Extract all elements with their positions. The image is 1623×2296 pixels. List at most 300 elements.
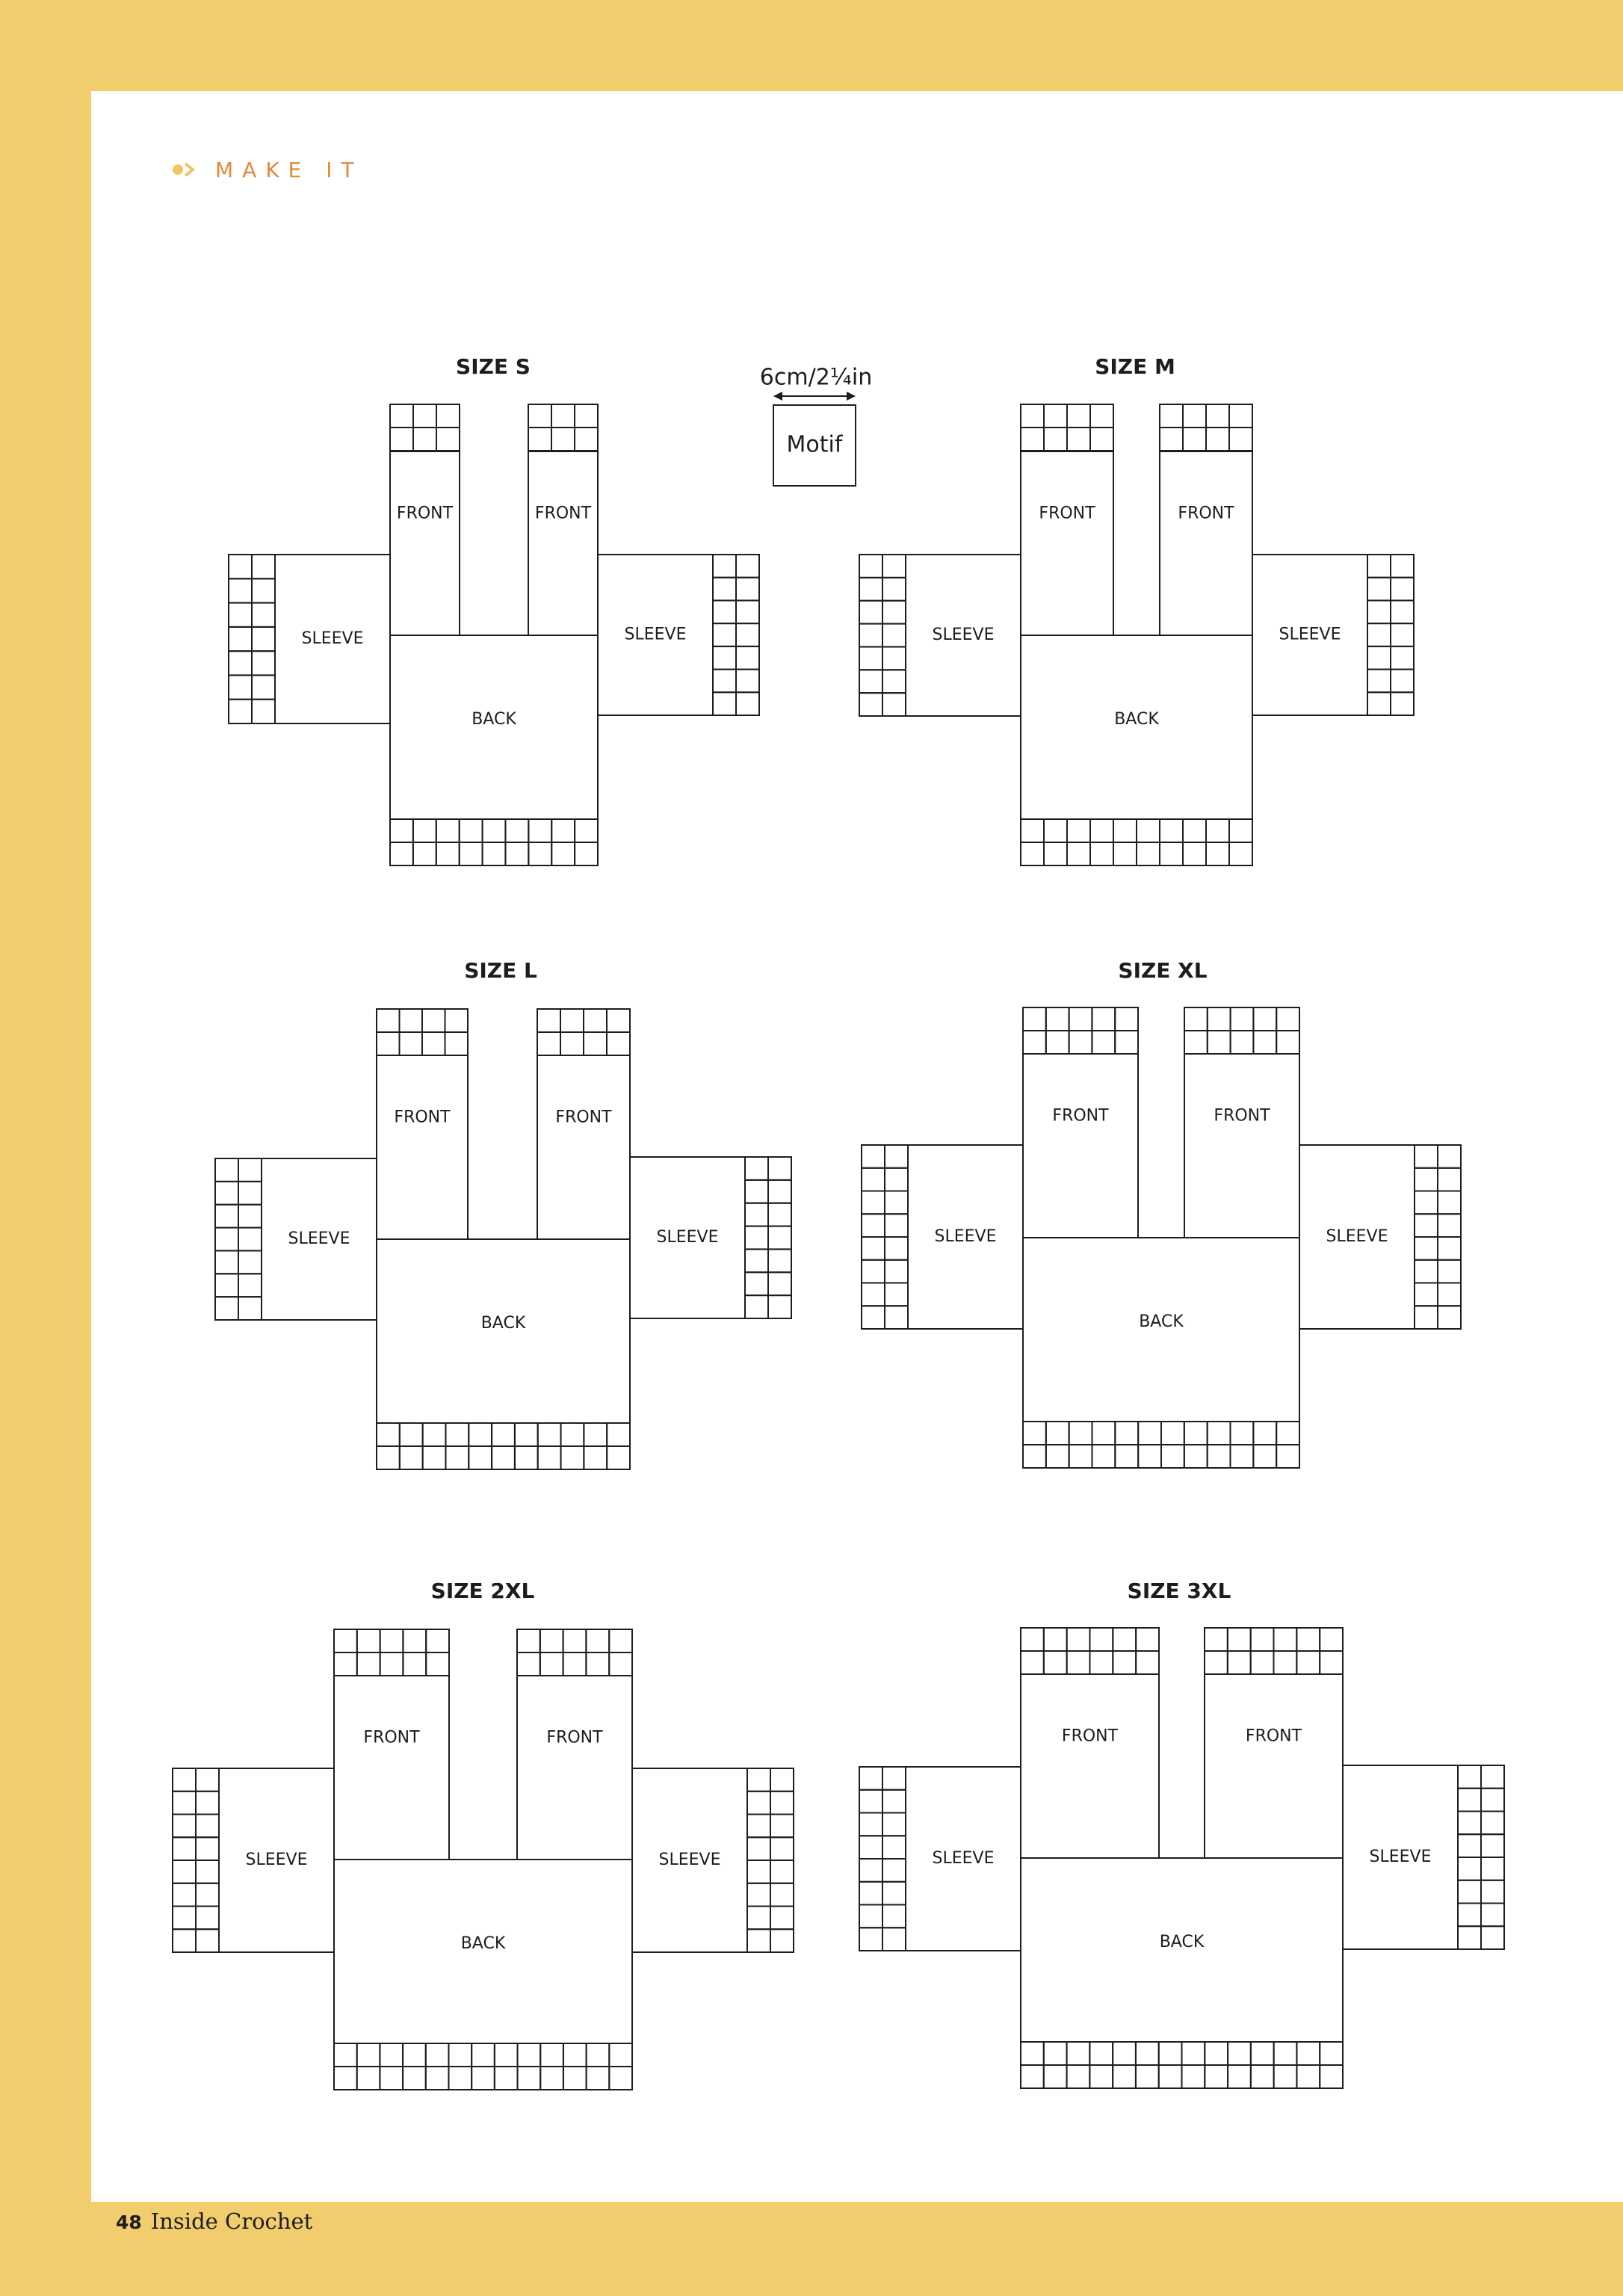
- sleeve-cuff: [768, 1295, 791, 1318]
- front-ribbing: [1115, 1007, 1138, 1031]
- back-ribbing: [413, 842, 436, 865]
- back-ribbing: [1228, 2065, 1251, 2088]
- sleeve-cuff: [1458, 1857, 1481, 1880]
- back-ribbing: [587, 2067, 610, 2090]
- sleeve-cuff: [1367, 670, 1391, 693]
- sleeve-cuff: [252, 675, 275, 699]
- back-ribbing: [492, 1423, 515, 1446]
- sleeve-cuff: [713, 670, 736, 693]
- sleeve-label: SLEEVE: [301, 629, 364, 648]
- magazine-name: Inside Crochet: [150, 2209, 313, 2234]
- front-label: FRONT: [1178, 504, 1234, 523]
- front-ribbing: [400, 1009, 423, 1032]
- front-ribbing: [1092, 1007, 1115, 1031]
- front-ribbing: [551, 404, 575, 428]
- front-ribbing: [1251, 1628, 1274, 1651]
- sleeve-cuff: [770, 1860, 794, 1883]
- sleeve-cuff: [770, 1883, 794, 1907]
- sleeve-cuff: [713, 623, 736, 646]
- sleeve-label: SLEEVE: [656, 1228, 719, 1247]
- sleeve-cuff: [885, 1214, 908, 1237]
- back-ribbing: [584, 1446, 607, 1469]
- back-ribbing: [483, 819, 506, 842]
- back-ribbing: [1067, 2042, 1090, 2065]
- back-ribbing: [1183, 819, 1206, 842]
- front-ribbing: [413, 428, 436, 451]
- sleeve-cuff: [1458, 1926, 1481, 1949]
- front-ribbing: [1251, 1651, 1274, 1674]
- sleeve-label: SLEEVE: [932, 626, 995, 644]
- front-ribbing: [1090, 404, 1113, 428]
- front-panel: [390, 451, 460, 635]
- back-ribbing: [607, 1423, 630, 1446]
- back-ribbing: [563, 2043, 587, 2067]
- sleeve-cuff: [173, 1768, 196, 1792]
- front-ribbing: [1320, 1628, 1343, 1651]
- sleeve-cuff: [1438, 1214, 1461, 1237]
- back-ribbing: [551, 819, 575, 842]
- size-title-3xl: SIZE 3XL: [1127, 1578, 1231, 1603]
- front-ribbing: [1067, 1628, 1090, 1651]
- front-ribbing: [377, 1009, 400, 1032]
- front-ribbing: [1160, 428, 1183, 451]
- sleeve-cuff: [768, 1226, 791, 1250]
- sleeve-cuff: [229, 675, 252, 699]
- front-ribbing: [422, 1009, 445, 1032]
- sleeve-cuff: [1458, 1880, 1481, 1904]
- front-ribbing: [1296, 1628, 1320, 1651]
- front-ribbing: [575, 428, 598, 451]
- sleeve-cuff: [885, 1237, 908, 1260]
- sleeve-cuff: [1415, 1214, 1438, 1237]
- sleeve-cuff: [745, 1157, 768, 1180]
- back-ribbing: [357, 2043, 380, 2067]
- sleeve-cuff: [1481, 1765, 1504, 1789]
- front-ribbing: [540, 1629, 563, 1652]
- back-ribbing: [1253, 1445, 1276, 1468]
- back-ribbing: [448, 2067, 472, 2090]
- back-ribbing: [609, 2043, 632, 2067]
- front-ribbing: [586, 1652, 609, 1676]
- back-ribbing: [1092, 1422, 1116, 1445]
- back-ribbing: [1067, 2065, 1090, 2088]
- back-ribbing: [1296, 2042, 1320, 2065]
- sleeve-cuff: [238, 1158, 262, 1182]
- back-ribbing: [413, 819, 436, 842]
- sleeve-cuff: [713, 600, 736, 623]
- sleeve-cuff: [1367, 578, 1391, 601]
- front-ribbing: [1021, 1651, 1044, 1674]
- front-panel: [1021, 1674, 1159, 1858]
- front-ribbing: [563, 1652, 587, 1676]
- sleeve-cuff: [1391, 670, 1414, 693]
- sleeve-cuff: [882, 693, 906, 716]
- front-ribbing: [1092, 1031, 1115, 1054]
- back-ribbing: [472, 2067, 495, 2090]
- back-ribbing: [1138, 1445, 1161, 1468]
- sleeve-cuff: [196, 1860, 219, 1883]
- sleeve-cuff: [1458, 1765, 1481, 1789]
- sleeve-cuff: [229, 578, 252, 602]
- sleeve-label: SLEEVE: [1369, 1848, 1432, 1866]
- sleeve-cuff: [862, 1237, 885, 1260]
- back-ribbing: [400, 1446, 423, 1469]
- back-ribbing: [575, 819, 598, 842]
- front-ribbing: [445, 1032, 469, 1055]
- back-ribbing: [1231, 1422, 1254, 1445]
- front-ribbing: [1231, 1031, 1254, 1054]
- sleeve-cuff: [885, 1168, 908, 1191]
- back-ribbing: [1182, 2042, 1205, 2065]
- back-ribbing: [1092, 1445, 1116, 1468]
- back-ribbing: [1044, 842, 1067, 865]
- back-ribbing: [1253, 1422, 1276, 1445]
- sleeve-cuff: [1391, 578, 1414, 601]
- back-ribbing: [1021, 842, 1044, 865]
- front-ribbing: [609, 1652, 632, 1676]
- sleeve-cuff: [1481, 1926, 1504, 1949]
- section-label: MAKE IT: [215, 157, 363, 182]
- back-ribbing: [460, 842, 483, 865]
- sleeve-cuff: [1458, 1834, 1481, 1857]
- back-ribbing: [1229, 842, 1252, 865]
- back-ribbing: [377, 1446, 400, 1469]
- sleeve-cuff: [882, 1905, 906, 1928]
- back-ribbing: [1205, 2042, 1228, 2065]
- sleeve-cuff: [229, 651, 252, 675]
- front-ribbing: [436, 428, 460, 451]
- sleeve-cuff: [885, 1260, 908, 1283]
- sleeve-cuff: [1391, 692, 1414, 715]
- sleeve-cuff: [768, 1180, 791, 1203]
- size-diagram-2: [215, 1009, 791, 1469]
- front-ribbing: [1044, 404, 1067, 428]
- front-ribbing: [1023, 1031, 1046, 1054]
- front-ribbing: [413, 404, 436, 428]
- front-ribbing: [390, 404, 413, 428]
- motif-label: Motif: [786, 431, 843, 458]
- sleeve-cuff: [1481, 1789, 1504, 1812]
- sleeve-cuff: [747, 1883, 770, 1907]
- back-ribbing: [436, 842, 460, 865]
- back-label: BACK: [1159, 1933, 1205, 1952]
- sleeve-cuff: [859, 1836, 882, 1859]
- sleeve-cuff: [215, 1158, 238, 1182]
- back-ribbing: [505, 842, 528, 865]
- back-ribbing: [469, 1446, 492, 1469]
- sleeve-cuff: [196, 1907, 219, 1930]
- sleeve-cuff: [1391, 600, 1414, 623]
- back-ribbing: [380, 2067, 403, 2090]
- front-ribbing: [1228, 1651, 1251, 1674]
- sleeve-cuff: [196, 1768, 219, 1792]
- front-ribbing: [1184, 1031, 1208, 1054]
- back-ribbing: [1113, 2065, 1136, 2088]
- motif-dimension: 6cm/2¼in: [759, 364, 873, 391]
- front-ribbing: [528, 404, 551, 428]
- sleeve-cuff: [173, 1883, 196, 1907]
- sleeve-cuff: [882, 601, 906, 624]
- back-ribbing: [1136, 2065, 1159, 2088]
- sleeve-cuff: [882, 670, 906, 693]
- back-ribbing: [515, 1423, 538, 1446]
- back-ribbing: [460, 819, 483, 842]
- sleeve-cuff: [1438, 1283, 1461, 1306]
- sleeve-cuff: [859, 1882, 882, 1905]
- back-ribbing: [334, 2043, 357, 2067]
- back-ribbing: [587, 2043, 610, 2067]
- front-panel: [1184, 1054, 1299, 1238]
- arrowhead-left: [773, 392, 782, 401]
- front-ribbing: [1206, 404, 1229, 428]
- sleeve-label: SLEEVE: [932, 1849, 995, 1868]
- back-ribbing: [1161, 1422, 1184, 1445]
- sleeve-cuff: [252, 651, 275, 675]
- front-ribbing: [1183, 404, 1206, 428]
- front-panel: [1021, 451, 1113, 635]
- front-ribbing: [584, 1032, 607, 1055]
- front-ribbing: [1205, 1651, 1228, 1674]
- sleeve-label: SLEEVE: [658, 1851, 721, 1869]
- back-ribbing: [1184, 1445, 1208, 1468]
- front-ribbing: [445, 1009, 469, 1032]
- front-label: FRONT: [396, 504, 454, 523]
- sleeve-cuff: [1415, 1191, 1438, 1215]
- sleeve-cuff: [747, 1815, 770, 1838]
- front-ribbing: [1274, 1651, 1297, 1674]
- back-ribbing: [1208, 1422, 1231, 1445]
- back-ribbing: [400, 1423, 423, 1446]
- sleeve-cuff: [1481, 1834, 1504, 1857]
- back-ribbing: [1067, 842, 1090, 865]
- front-ribbing: [380, 1629, 404, 1652]
- back-ribbing: [1274, 2042, 1297, 2065]
- sleeve-cuff: [770, 1929, 794, 1952]
- front-ribbing: [1208, 1007, 1231, 1031]
- front-ribbing: [1136, 1628, 1159, 1651]
- back-ribbing: [1069, 1445, 1092, 1468]
- back-ribbing: [1231, 1445, 1254, 1468]
- sleeve-label: SLEEVE: [934, 1227, 997, 1246]
- front-ribbing: [1253, 1031, 1276, 1054]
- back-ribbing: [436, 819, 460, 842]
- sleeve-cuff: [196, 1815, 219, 1838]
- front-ribbing: [380, 1652, 404, 1676]
- front-ribbing: [1274, 1628, 1297, 1651]
- back-ribbing: [1276, 1422, 1299, 1445]
- front-ribbing: [1160, 404, 1183, 428]
- sleeve-cuff: [1438, 1145, 1461, 1168]
- front-ribbing: [537, 1032, 560, 1055]
- sleeve-cuff: [882, 555, 906, 578]
- sleeve-cuff: [859, 646, 882, 670]
- back-ribbing: [505, 819, 528, 842]
- front-label: FRONT: [1052, 1106, 1109, 1126]
- back-ribbing: [518, 2043, 541, 2067]
- front-ribbing: [1231, 1007, 1254, 1031]
- sleeve-cuff: [1438, 1260, 1461, 1283]
- back-label: BACK: [480, 1314, 526, 1333]
- sleeve-cuff: [713, 555, 736, 578]
- back-ribbing: [1044, 2065, 1067, 2088]
- back-ribbing: [538, 1423, 561, 1446]
- sleeve-cuff: [770, 1815, 794, 1838]
- front-ribbing: [1205, 1628, 1228, 1651]
- back-ribbing: [1182, 2065, 1205, 2088]
- front-ribbing: [609, 1629, 632, 1652]
- back-ribbing: [1115, 1445, 1138, 1468]
- sleeve-cuff: [173, 1907, 196, 1930]
- back-ribbing: [518, 2067, 541, 2090]
- arrowhead-right: [847, 392, 856, 401]
- sleeve-cuff: [1415, 1306, 1438, 1329]
- sleeve-cuff: [859, 555, 882, 578]
- sleeve-cuff: [252, 627, 275, 651]
- back-ribbing: [1021, 2042, 1044, 2065]
- front-ribbing: [1253, 1007, 1276, 1031]
- sleeve-cuff: [862, 1191, 885, 1215]
- sleeve-cuff: [862, 1306, 885, 1329]
- back-ribbing: [528, 842, 551, 865]
- back-ribbing: [1251, 2065, 1274, 2088]
- sleeve-cuff: [882, 1882, 906, 1905]
- sleeve-cuff: [745, 1249, 768, 1272]
- back-ribbing: [1137, 842, 1160, 865]
- size-title-m: SIZE M: [1095, 354, 1175, 379]
- back-ribbing: [528, 819, 551, 842]
- sleeve-cuff: [173, 1929, 196, 1952]
- front-panel: [1023, 1054, 1138, 1238]
- sleeve-cuff: [882, 624, 906, 647]
- sleeve-cuff: [215, 1274, 238, 1297]
- front-ribbing: [1320, 1651, 1343, 1674]
- back-ribbing: [1069, 1422, 1092, 1445]
- front-panel: [334, 1676, 449, 1860]
- back-ribbing: [561, 1446, 584, 1469]
- back-ribbing: [1276, 1445, 1299, 1468]
- front-ribbing: [1046, 1031, 1069, 1054]
- front-ribbing: [357, 1652, 380, 1676]
- front-ribbing: [517, 1652, 540, 1676]
- back-ribbing: [1137, 819, 1160, 842]
- sleeve-cuff: [747, 1907, 770, 1930]
- back-ribbing: [495, 2043, 518, 2067]
- sleeve-cuff: [1481, 1812, 1504, 1835]
- sleeve-cuff: [1391, 646, 1414, 670]
- page-number: 48: [116, 2212, 142, 2233]
- sleeve-cuff: [770, 1768, 794, 1792]
- sleeve-cuff: [859, 1813, 882, 1836]
- front-ribbing: [1113, 1651, 1136, 1674]
- back-ribbing: [1161, 1445, 1184, 1468]
- page-footer: [116, 2209, 312, 2235]
- front-label: FRONT: [363, 1728, 420, 1747]
- back-ribbing: [483, 842, 506, 865]
- size-title-2xl: SIZE 2XL: [430, 1578, 535, 1603]
- sleeve-cuff: [882, 1813, 906, 1836]
- sleeve-cuff: [747, 1837, 770, 1860]
- front-ribbing: [1044, 1628, 1067, 1651]
- back-ribbing: [1228, 2042, 1251, 2065]
- back-ribbing: [1251, 2042, 1274, 2065]
- back-ribbing: [540, 2043, 563, 2067]
- front-ribbing: [1115, 1031, 1138, 1054]
- front-label: FRONT: [1039, 504, 1095, 523]
- front-ribbing: [540, 1652, 563, 1676]
- sleeve-cuff: [882, 1928, 906, 1951]
- back-ribbing: [1274, 2065, 1297, 2088]
- back-ribbing: [1090, 842, 1113, 865]
- front-label: FRONT: [1061, 1726, 1119, 1746]
- front-ribbing: [1044, 428, 1067, 451]
- sleeve-cuff: [747, 1792, 770, 1815]
- back-ribbing: [584, 1423, 607, 1446]
- sleeve-cuff: [736, 600, 759, 623]
- front-ribbing: [1067, 428, 1090, 451]
- sleeve-cuff: [882, 1767, 906, 1790]
- back-ribbing: [1136, 2042, 1159, 2065]
- back-ribbing: [1067, 819, 1090, 842]
- sleeve-cuff: [736, 555, 759, 578]
- sleeve-cuff: [882, 1859, 906, 1882]
- back-ribbing: [426, 2043, 449, 2067]
- front-ribbing: [1229, 404, 1252, 428]
- back-ribbing: [1183, 842, 1206, 865]
- back-ribbing: [334, 2067, 357, 2090]
- sleeve-cuff: [859, 578, 882, 601]
- front-ribbing: [1229, 428, 1252, 451]
- sleeve-cuff: [859, 1859, 882, 1882]
- front-ribbing: [400, 1032, 423, 1055]
- sleeve-cuff: [882, 1790, 906, 1813]
- back-ribbing: [403, 2067, 426, 2090]
- front-panel: [377, 1055, 468, 1239]
- front-ribbing: [1183, 428, 1206, 451]
- sleeve-cuff: [1415, 1168, 1438, 1191]
- sleeve-cuff: [885, 1191, 908, 1215]
- front-ribbing: [551, 428, 575, 451]
- front-ribbing: [357, 1629, 380, 1652]
- back-ribbing: [1113, 819, 1137, 842]
- back-ribbing: [1206, 819, 1229, 842]
- front-panel: [517, 1676, 632, 1860]
- sleeve-label: SLEEVE: [245, 1851, 308, 1869]
- size-diagram-5: [859, 1628, 1504, 2088]
- front-ribbing: [560, 1032, 584, 1055]
- sleeve-cuff: [747, 1929, 770, 1952]
- sleeve-cuff: [736, 578, 759, 601]
- sleeve-cuff: [1438, 1306, 1461, 1329]
- back-ribbing: [495, 2067, 518, 2090]
- back-ribbing: [1115, 1422, 1138, 1445]
- size-title-xl: SIZE XL: [1118, 958, 1208, 983]
- back-ribbing: [1090, 819, 1113, 842]
- sleeve-cuff: [1458, 1789, 1481, 1812]
- front-ribbing: [517, 1629, 540, 1652]
- size-diagram-0: [229, 404, 759, 865]
- back-ribbing: [1021, 819, 1044, 842]
- back-ribbing: [1206, 842, 1229, 865]
- front-ribbing: [1276, 1031, 1299, 1054]
- back-ribbing: [472, 2043, 495, 2067]
- sleeve-cuff: [862, 1168, 885, 1191]
- size-title-s: SIZE S: [456, 354, 531, 379]
- back-ribbing: [1296, 2065, 1320, 2088]
- sleeve-cuff: [196, 1929, 219, 1952]
- sleeve-cuff: [196, 1792, 219, 1815]
- back-ribbing: [390, 842, 413, 865]
- sleeve-cuff: [229, 627, 252, 651]
